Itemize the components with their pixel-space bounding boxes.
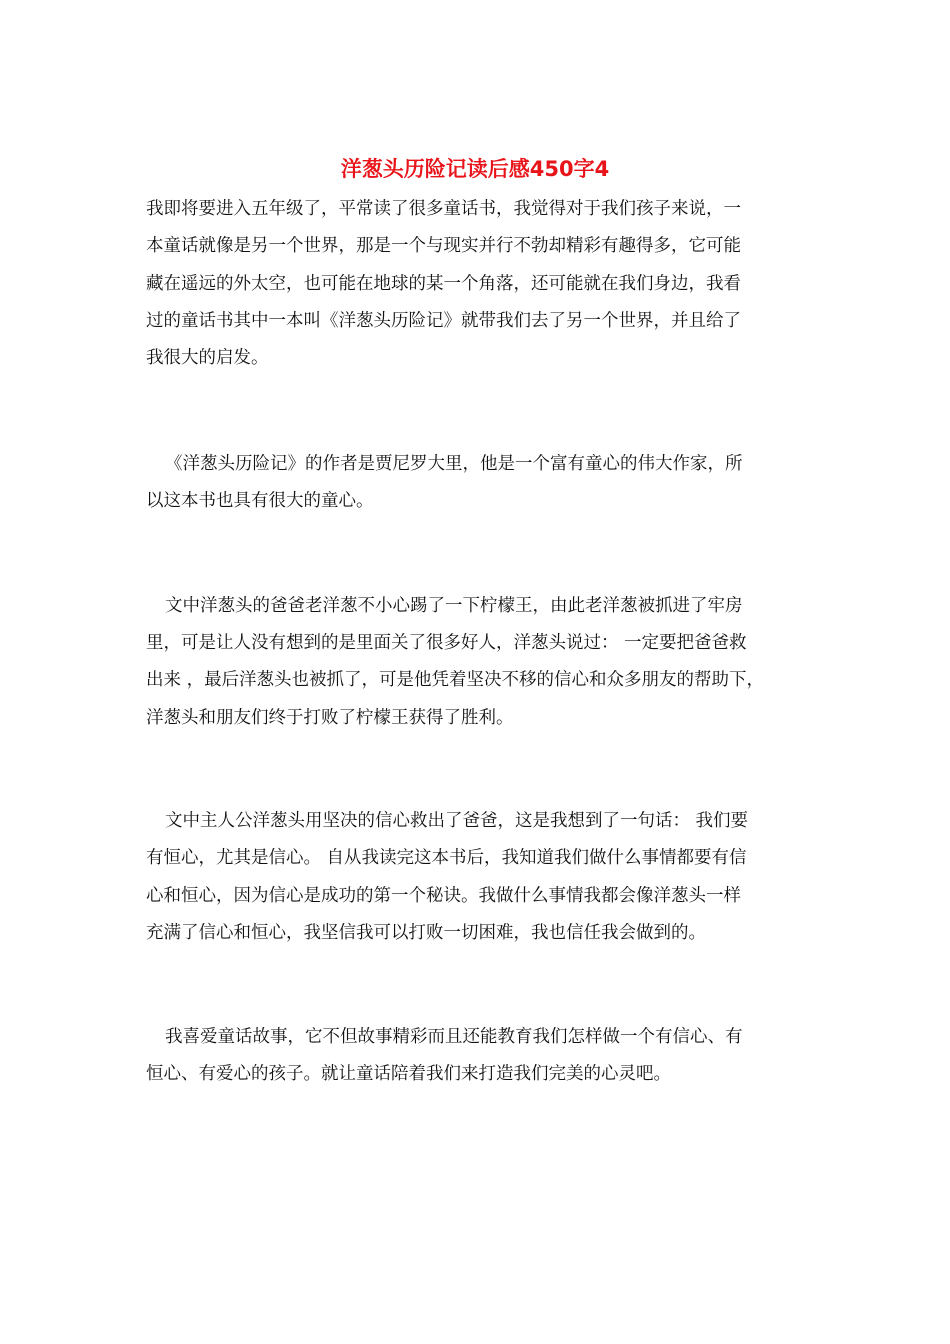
paragraph-line: 《洋葱头历险记》的作者是贾尼罗大里，他是一个富有童心的伟大作家，所 (165, 454, 743, 474)
paragraph-line: 心和恒心，因为信心是成功的第一个秘诀。我做什么事情我都会像洋葱头一样 (146, 886, 741, 906)
paragraph-line: 文中洋葱头的爸爸老洋葱不小心踢了一下柠檬王，由此老洋葱被抓进了牢房 (165, 596, 743, 616)
paragraph-line: 里，可是让人没有想到的是里面关了很多好人，洋葱头说过： 一定要把爸爸救 (146, 633, 747, 653)
paragraph-line: 洋葱头和朋友们终于打败了柠檬王获得了胜利。 (146, 708, 514, 728)
paragraph-line: 文中主人公洋葱头用坚决的信心救出了爸爸，这是我想到了一句话： 我们要 (165, 811, 749, 831)
paragraph-line: 我喜爱童话故事，它不但故事精彩而且还能教育我们怎样做一个有信心、有 (165, 1027, 743, 1047)
paragraph-line: 我很大的启发。 (146, 348, 269, 368)
paragraph-line: 藏在遥远的外太空，也可能在地球的某一个角落，还可能就在我们身边，我看 (146, 274, 741, 294)
paragraph-line: 出来 ，最后洋葱头也被抓了，可是他凭着坚决不移的信心和众多朋友的帮助下， (146, 670, 765, 690)
paragraph-line: 充满了信心和恒心，我坚信我可以打败一切困难，我也信任我会做到的。 (146, 923, 706, 943)
document-title: 洋葱头历险记读后感450字4 (340, 157, 610, 181)
paragraph-line: 本童话就像是另一个世界，那是一个与现实并行不勃却精彩有趣得多，它可能 (146, 236, 741, 256)
paragraph-line: 我即将要进入五年级了，平常读了很多童话书，我觉得对于我们孩子来说，一 (146, 199, 741, 219)
paragraph-line: 有恒心，尤其是信心。 自从我读完这本书后，我知道我们做什么事情都要有信 (146, 848, 747, 868)
paragraph-line: 恒心、有爱心的孩子。就让童话陪着我们来打造我们完美的心灵吧。 (146, 1064, 671, 1084)
paragraph-line: 以这本书也具有很大的童心。 (146, 491, 374, 511)
paragraph-line: 过的童话书其中一本叫《洋葱头历险记》就带我们去了另一个世界，并且给了 (146, 311, 741, 331)
